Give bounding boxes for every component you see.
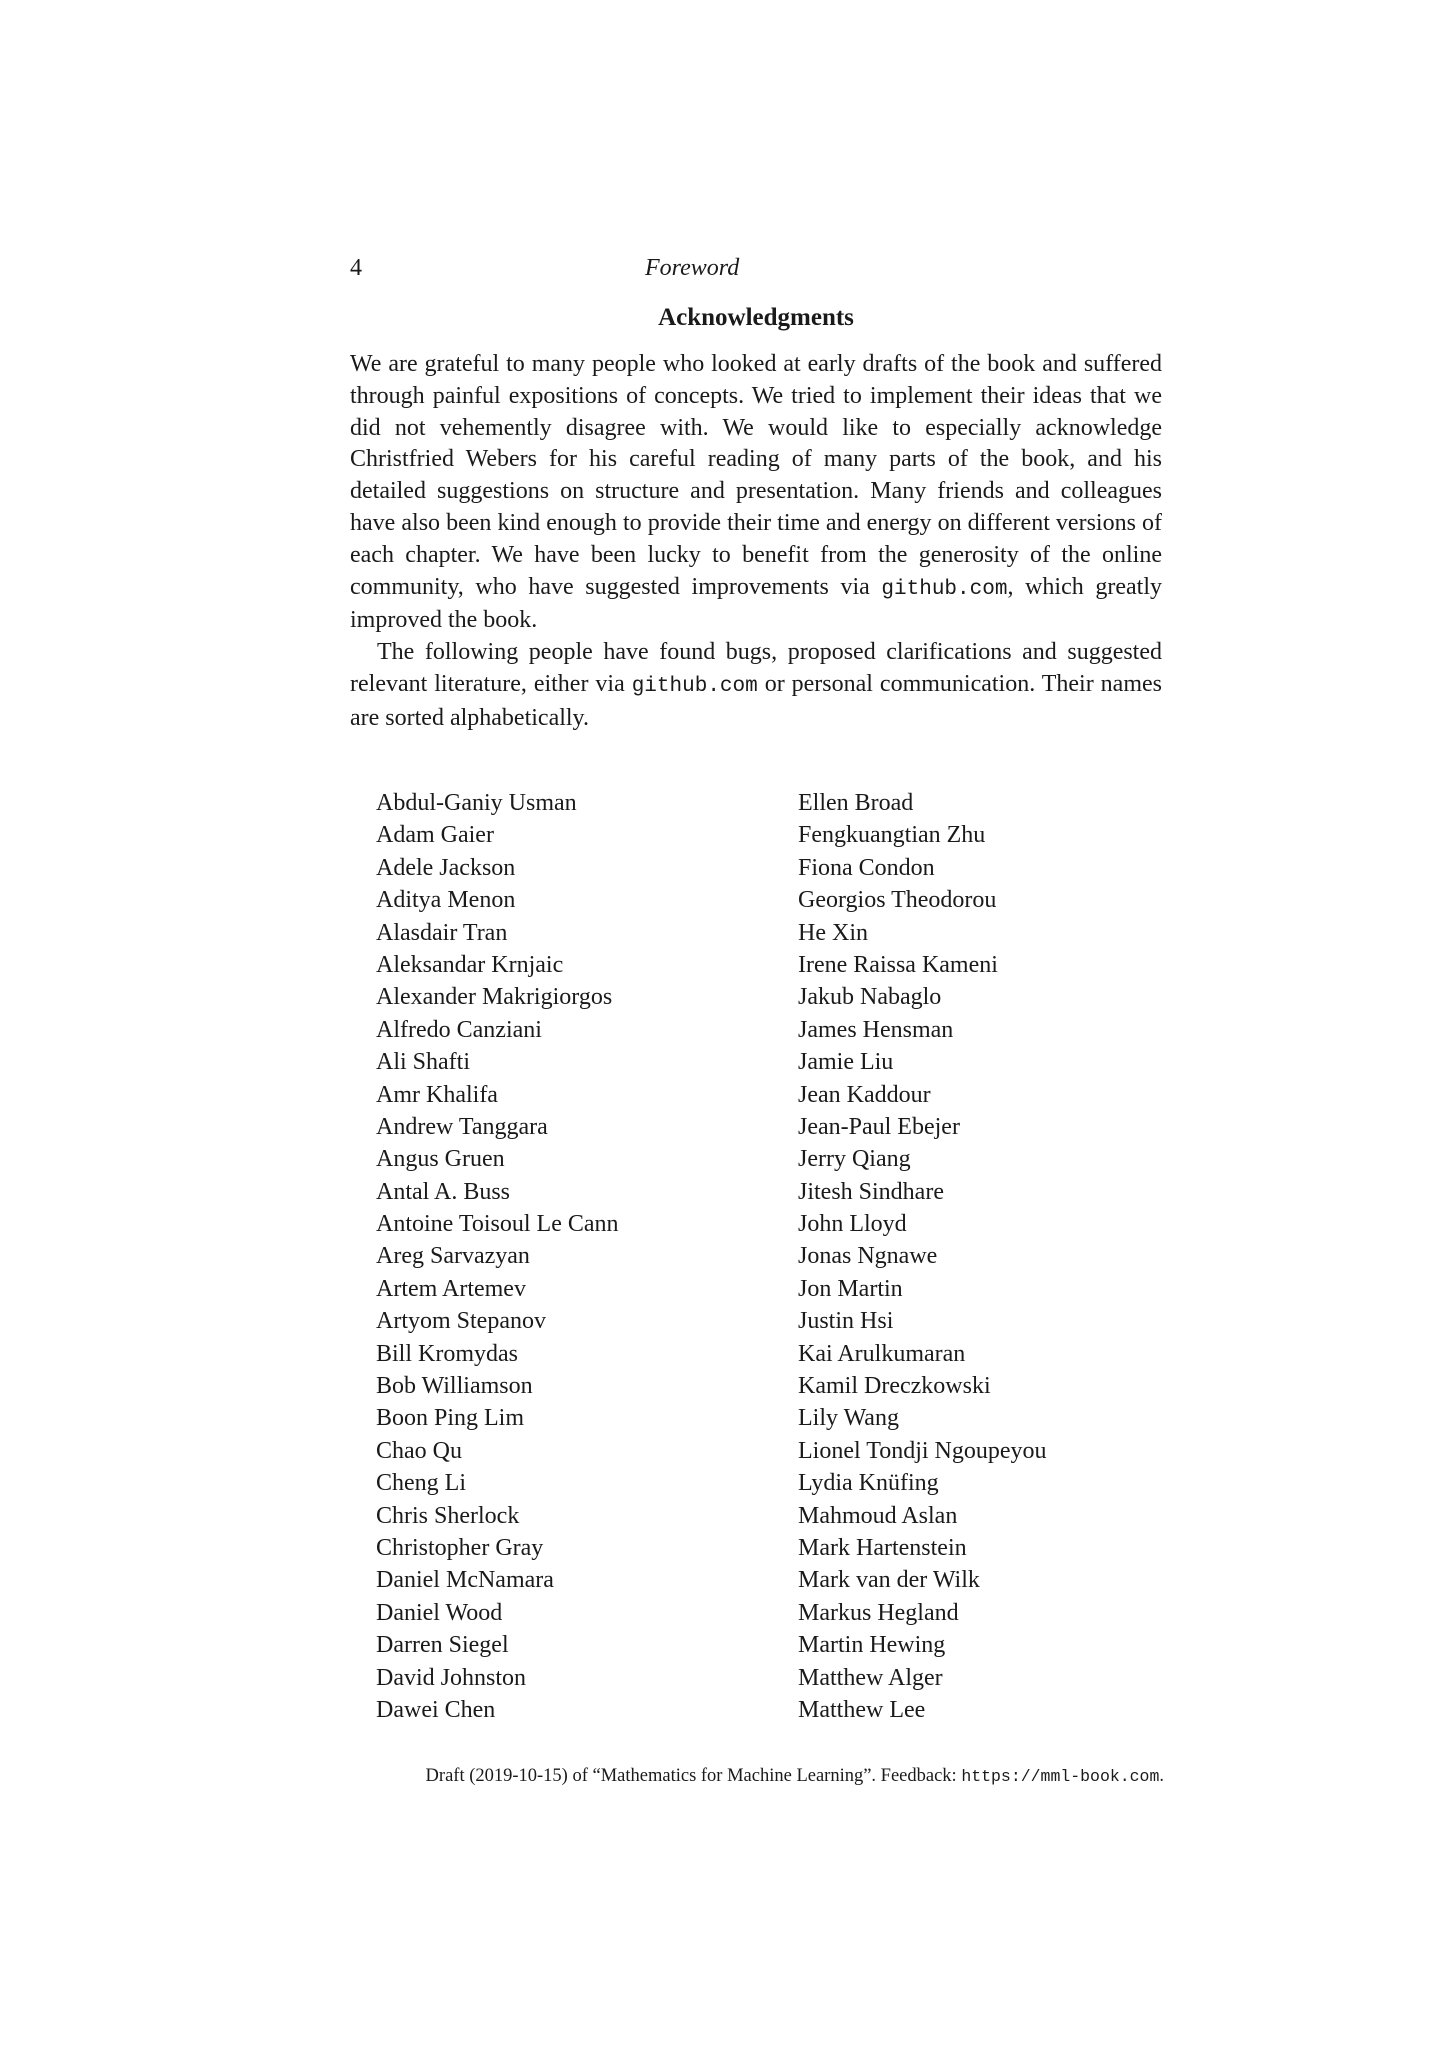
contributor-name: Lydia Knüfing <box>798 1470 939 1497</box>
names-column-right <box>798 787 1178 1726</box>
contributor-name: Kai Arulkumaran <box>798 1340 966 1367</box>
contributor-name: Mark Hartenstein <box>798 1534 967 1561</box>
feedback-url[interactable]: https://mml-book.com <box>961 1767 1160 1786</box>
contributor-name: Aleksandar Krnjaic <box>376 951 564 978</box>
contributor-name: Artem Artemev <box>376 1275 526 1302</box>
contributor-name: Lily Wang <box>798 1405 899 1432</box>
contributor-name: Fiona Condon <box>798 854 935 881</box>
contributor-name: Chris Sherlock <box>376 1502 520 1529</box>
paragraph-2-text-end: or personal communication. Their names are sorted alphabetically. <box>350 670 1162 731</box>
paragraph-1 <box>350 349 1162 637</box>
contributor-name: Ali Shafti <box>376 1049 470 1076</box>
contributor-name: Jerry Qiang <box>798 1146 911 1173</box>
contributor-name: Antoine Toisoul Le Cann <box>376 1211 619 1238</box>
page-footer <box>350 1764 1164 1789</box>
contributor-name: Andrew Tanggara <box>376 1113 548 1140</box>
contributor-name: Cheng Li <box>376 1470 466 1497</box>
contributor-name: Alasdair Tran <box>376 919 508 946</box>
paragraph-2 <box>350 637 1162 734</box>
contributor-name: Jonas Ngnawe <box>798 1243 938 1270</box>
contributor-name: Adam Gaier <box>376 822 494 849</box>
contributor-name: Daniel McNamara <box>376 1567 554 1594</box>
contributor-name: Jitesh Sindhare <box>798 1178 944 1205</box>
github-link-text: github.com <box>631 674 758 698</box>
contributor-name: Irene Raissa Kameni <box>798 951 998 978</box>
footer-text: Draft (2019-10-15) of “Mathematics for Machine Learning”. Feedback: <box>425 1766 962 1786</box>
contributor-name: John Lloyd <box>798 1211 907 1238</box>
contributor-name: Matthew Lee <box>798 1696 926 1723</box>
contributor-name: Kamil Dreczkowski <box>798 1373 991 1400</box>
paragraph-1-text: We are grateful to many people who looked at early drafts of the book and suffered through painful expositions of concepts. We tried to implement their ideas that we did not vehemently disagree with. We would like to especially acknowledge Christfried Webers for his careful reading of many parts of the book, and his detailed suggestions on structure and presentation. Many friends and colleagues have also been kind enough to provide their time and energy on different versions of each chapter. We have been lucky to benefit from the generosity of the online community, who have suggested improvements via <box>350 351 1162 600</box>
paragraph-1-text-end: , which greatly improved the book. <box>350 573 1162 634</box>
contributor-name: Daniel Wood <box>376 1599 503 1626</box>
contributor-name: Artyom Stepanov <box>376 1308 546 1335</box>
contributor-name: Chao Qu <box>376 1437 462 1464</box>
contributor-name: Adele Jackson <box>376 854 516 881</box>
contributor-name: Mahmoud Aslan <box>798 1502 958 1529</box>
contributor-name: James Hensman <box>798 1016 954 1043</box>
contributor-name: Jon Martin <box>798 1275 903 1302</box>
paragraph-2-text: The following people have found bugs, proposed clarifications and suggested relevant literature, either via <box>350 639 1162 697</box>
contributor-name: Aditya Menon <box>376 887 516 914</box>
contributor-name: Dawei Chen <box>376 1696 496 1723</box>
contributor-name: Jakub Nabaglo <box>798 984 942 1011</box>
contributor-name: Jean Kaddour <box>798 1081 931 1108</box>
contributor-name: Jamie Liu <box>798 1049 894 1076</box>
body-text <box>350 349 1162 735</box>
contributor-name: Ellen Broad <box>798 790 914 816</box>
contributor-name: Alfredo Canziani <box>376 1016 542 1043</box>
contributor-name: Bill Kromydas <box>376 1340 518 1367</box>
contributor-name: Jean-Paul Ebejer <box>798 1113 960 1140</box>
page-number: 4 <box>350 255 362 281</box>
contributor-name: Fengkuangtian Zhu <box>798 822 986 849</box>
names-column-left <box>376 787 796 1726</box>
contributor-name: Christopher Gray <box>376 1534 544 1561</box>
contributor-name: Amr Khalifa <box>376 1081 498 1108</box>
contributor-name: Alexander Makrigiorgos <box>376 984 613 1011</box>
section-heading: Acknowledgments <box>658 304 854 331</box>
contributor-name: Darren Siegel <box>376 1632 509 1659</box>
contributor-name: Boon Ping Lim <box>376 1405 525 1432</box>
contributor-name: Mark van der Wilk <box>798 1567 980 1594</box>
contributor-name: Abdul-Ganiy Usman <box>376 790 577 816</box>
contributor-name: Angus Gruen <box>376 1146 505 1173</box>
contributor-name: David Johnston <box>376 1664 526 1691</box>
contributor-name: Antal A. Buss <box>376 1178 511 1205</box>
contributor-name: He Xin <box>798 919 868 946</box>
running-title: Foreword <box>645 255 740 281</box>
contributor-name: Markus Hegland <box>798 1599 959 1626</box>
contributor-name: Matthew Alger <box>798 1664 943 1691</box>
footer-suffix: . <box>1159 1766 1164 1786</box>
contributor-name: Martin Hewing <box>798 1632 946 1659</box>
contributor-name: Georgios Theodorou <box>798 887 997 914</box>
contributor-name: Bob Williamson <box>376 1373 533 1400</box>
contributor-name: Areg Sarvazyan <box>376 1243 530 1270</box>
contributor-name: Lionel Tondji Ngoupeyou <box>798 1437 1047 1464</box>
github-link-text: github.com <box>881 577 1008 601</box>
running-header <box>350 252 1162 284</box>
contributor-name: Justin Hsi <box>798 1308 894 1335</box>
